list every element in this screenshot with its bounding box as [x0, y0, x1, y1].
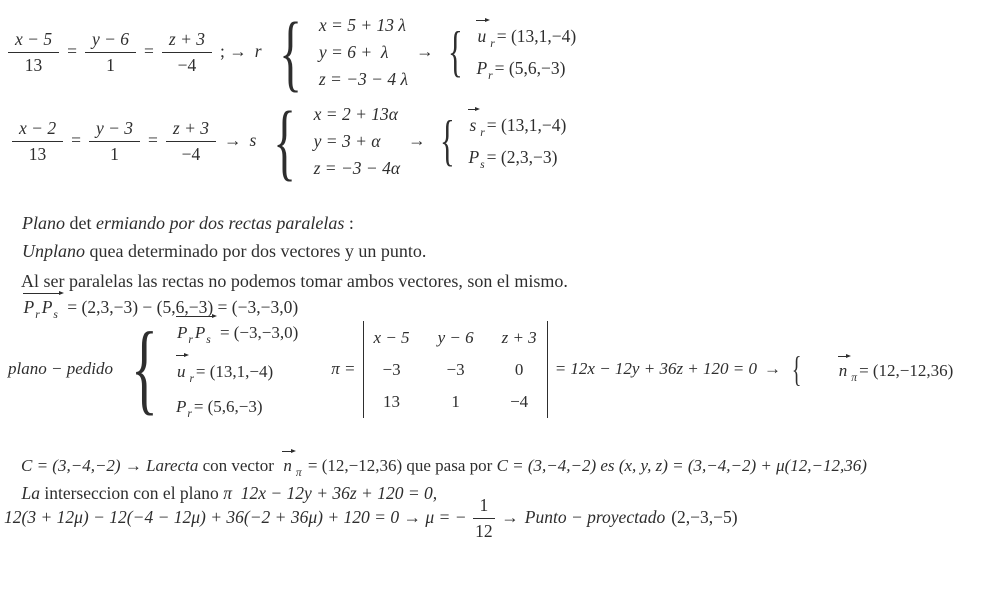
denominator: 1 — [106, 54, 115, 75]
det-cell: −4 — [510, 391, 529, 411]
paragraph-text: Unplano — [22, 240, 85, 261]
fraction — [12, 118, 63, 163]
subscript: r — [490, 38, 495, 50]
left-brace: { — [791, 349, 802, 389]
semicolon-arrow: ; → — [220, 41, 247, 62]
det-cell: 13 — [383, 391, 401, 411]
vector-value: = (13,1,−4) — [486, 115, 567, 135]
system-equation: z = −3 − 4 λ — [318, 69, 409, 89]
arrow: → — [224, 130, 242, 151]
text-la: La — [21, 482, 40, 503]
point-value: = (5,6,−3) — [193, 397, 263, 416]
parametric-line-equation: (x, y, z) = (3,−4,−2) + μ(12,−12,36) — [618, 456, 867, 476]
left-brace: { — [447, 21, 463, 83]
vector-head: P — [41, 296, 53, 317]
vector-head: n — [283, 456, 292, 476]
vector-value: = (13,1,−4) — [195, 362, 274, 381]
larecta-label: Larecta — [146, 456, 199, 476]
numerator: y − 6 — [85, 29, 136, 52]
system-equation: z = −3 − 4α — [313, 158, 401, 178]
pi-equals: π = — [331, 358, 356, 378]
heading-text: : — [348, 212, 354, 233]
point-value: = (5,6,−3) — [494, 58, 566, 78]
numerator: y − 3 — [89, 118, 140, 141]
fraction — [166, 118, 216, 163]
numerator: x − 5 — [8, 29, 59, 52]
system-equation: y = 6 + λ — [318, 42, 389, 62]
vector-head: u — [477, 26, 487, 46]
heading-text: Plano — [22, 212, 70, 233]
numerator: z + 3 — [166, 118, 216, 141]
vector-arrow — [838, 356, 851, 382]
det-cell: 0 — [514, 359, 524, 379]
left-brace: { — [278, 4, 302, 100]
det-cell: z + 3 — [501, 327, 537, 347]
subscript: r — [480, 127, 485, 139]
arrow: → — [501, 507, 519, 528]
equals-sign: = — [67, 41, 77, 62]
fraction — [8, 29, 59, 74]
numerator: x − 2 — [12, 118, 63, 141]
arrow: → — [408, 130, 426, 151]
det-cell: 1 — [451, 391, 460, 411]
plane-equation: = 12x − 12y + 36z + 120 = 0 — [554, 358, 758, 378]
fraction — [89, 118, 140, 163]
parametric-system-s — [314, 102, 400, 180]
point-head: P — [476, 58, 488, 78]
fraction — [85, 29, 136, 74]
equation-line-s — [12, 93, 567, 189]
point-c-equation: C = (3,−4,−2) — [496, 456, 597, 476]
heading-text: det — [69, 212, 96, 233]
det-cell: x − 5 — [373, 327, 410, 347]
vector-value: = (−3,−3,0) — [215, 323, 299, 342]
subscript: s — [206, 334, 211, 346]
numerator: z + 3 — [162, 29, 212, 52]
plane-data-list — [176, 316, 298, 422]
vector-arrow — [176, 316, 216, 348]
vector-head: s — [469, 115, 477, 135]
denominator: 13 — [28, 143, 47, 164]
numerator: 1 — [473, 495, 496, 518]
subscript: r — [189, 373, 194, 385]
plano-pedido-block — [8, 312, 954, 425]
left-brace: { — [273, 93, 297, 189]
det-cell: −3 — [446, 359, 465, 379]
left-brace: { — [130, 312, 158, 425]
system-equation: x = 5 + 13 λ — [318, 15, 406, 35]
denominator: 13 — [24, 54, 43, 75]
plano-pedido-label: plano − pedido — [8, 358, 113, 378]
text-interseccion: interseccion con el plano — [39, 482, 224, 503]
point-value: = (2,3,−3) — [486, 147, 558, 167]
subscript: π — [851, 371, 858, 384]
point-c-equation: C = (3,−4,−2) → — [21, 456, 147, 476]
subscript: s — [480, 159, 485, 171]
denominator: 1 — [110, 143, 119, 164]
direction-point-r — [476, 20, 576, 84]
subscript: π — [295, 467, 302, 480]
text-es: es — [596, 456, 619, 476]
text-con-vector: con vector — [198, 456, 283, 476]
equals-sign: = — [148, 130, 158, 151]
subscript: r — [188, 334, 193, 346]
equals-sign: = — [71, 130, 81, 151]
fraction — [473, 495, 496, 540]
arrow: → — [416, 41, 434, 62]
vector-arrow — [468, 109, 479, 138]
denominator: −4 — [181, 143, 201, 164]
line-label-s: s — [249, 130, 257, 151]
paragraph-text: quea determinado por dos vectores y un punto. — [85, 240, 427, 261]
vector-head: P — [194, 323, 206, 342]
subscript: r — [488, 70, 493, 82]
left-brace: { — [439, 110, 455, 172]
parametric-system-r — [319, 13, 408, 91]
heading-text: ermiando por dos rectas paralelas — [96, 212, 349, 233]
vector-head: P — [23, 296, 35, 317]
determinant — [363, 321, 548, 418]
point-head: P — [175, 397, 187, 416]
arrow: → — [764, 358, 782, 378]
vector-head: u — [176, 362, 186, 381]
denominator: −4 — [177, 54, 197, 75]
vector-value: = (12,−12,36) — [303, 456, 403, 476]
equals-sign: = — [144, 41, 154, 62]
det-cell: −3 — [382, 359, 401, 379]
direction-point-s — [468, 109, 566, 173]
equation-line-r — [8, 4, 577, 100]
vector-arrow — [476, 20, 489, 49]
vector-arrow — [176, 355, 189, 385]
subscript: r — [35, 308, 40, 321]
line-label-r: r — [254, 41, 262, 62]
fraction — [162, 29, 212, 74]
subscript: s — [53, 308, 58, 321]
point-head: P — [468, 147, 480, 167]
vector-difference-value: = (2,3,−3) − (5,6,−3) = (−3,−3,0) — [62, 296, 299, 317]
plane-equation: 12x − 12y + 36z + 120 = 0, — [231, 482, 438, 503]
final-substitution-line — [4, 494, 738, 542]
subscript: r — [187, 408, 192, 420]
denominator: 12 — [475, 520, 493, 541]
vector-head: P — [176, 323, 188, 342]
projected-point-value: (2,−3,−5) — [671, 507, 738, 528]
vector-value: = (13,1,−4) — [496, 26, 577, 46]
normal-vector — [812, 334, 953, 404]
text-que-pasa: que pasa por — [402, 456, 497, 476]
pi-symbol: π — [223, 482, 232, 503]
system-equation: x = 2 + 13α — [313, 104, 398, 124]
vector-value: = (12,−12,36) — [859, 360, 954, 380]
punto-proyectado-label: Punto − proyectado — [524, 507, 666, 528]
paragraph-text: Al ser paralelas las rectas no podemos tomar ambos vectores, son el mismo. — [21, 270, 568, 291]
substitution-equation: 12(3 + 12μ) − 12(−4 − 12μ) + 36(−2 + 36μ) + 120 = 0 → μ = − — [4, 507, 467, 528]
det-cell: y − 6 — [437, 327, 474, 347]
vector-head: n — [838, 360, 848, 380]
system-equation: y = 3 + α — [313, 131, 381, 151]
